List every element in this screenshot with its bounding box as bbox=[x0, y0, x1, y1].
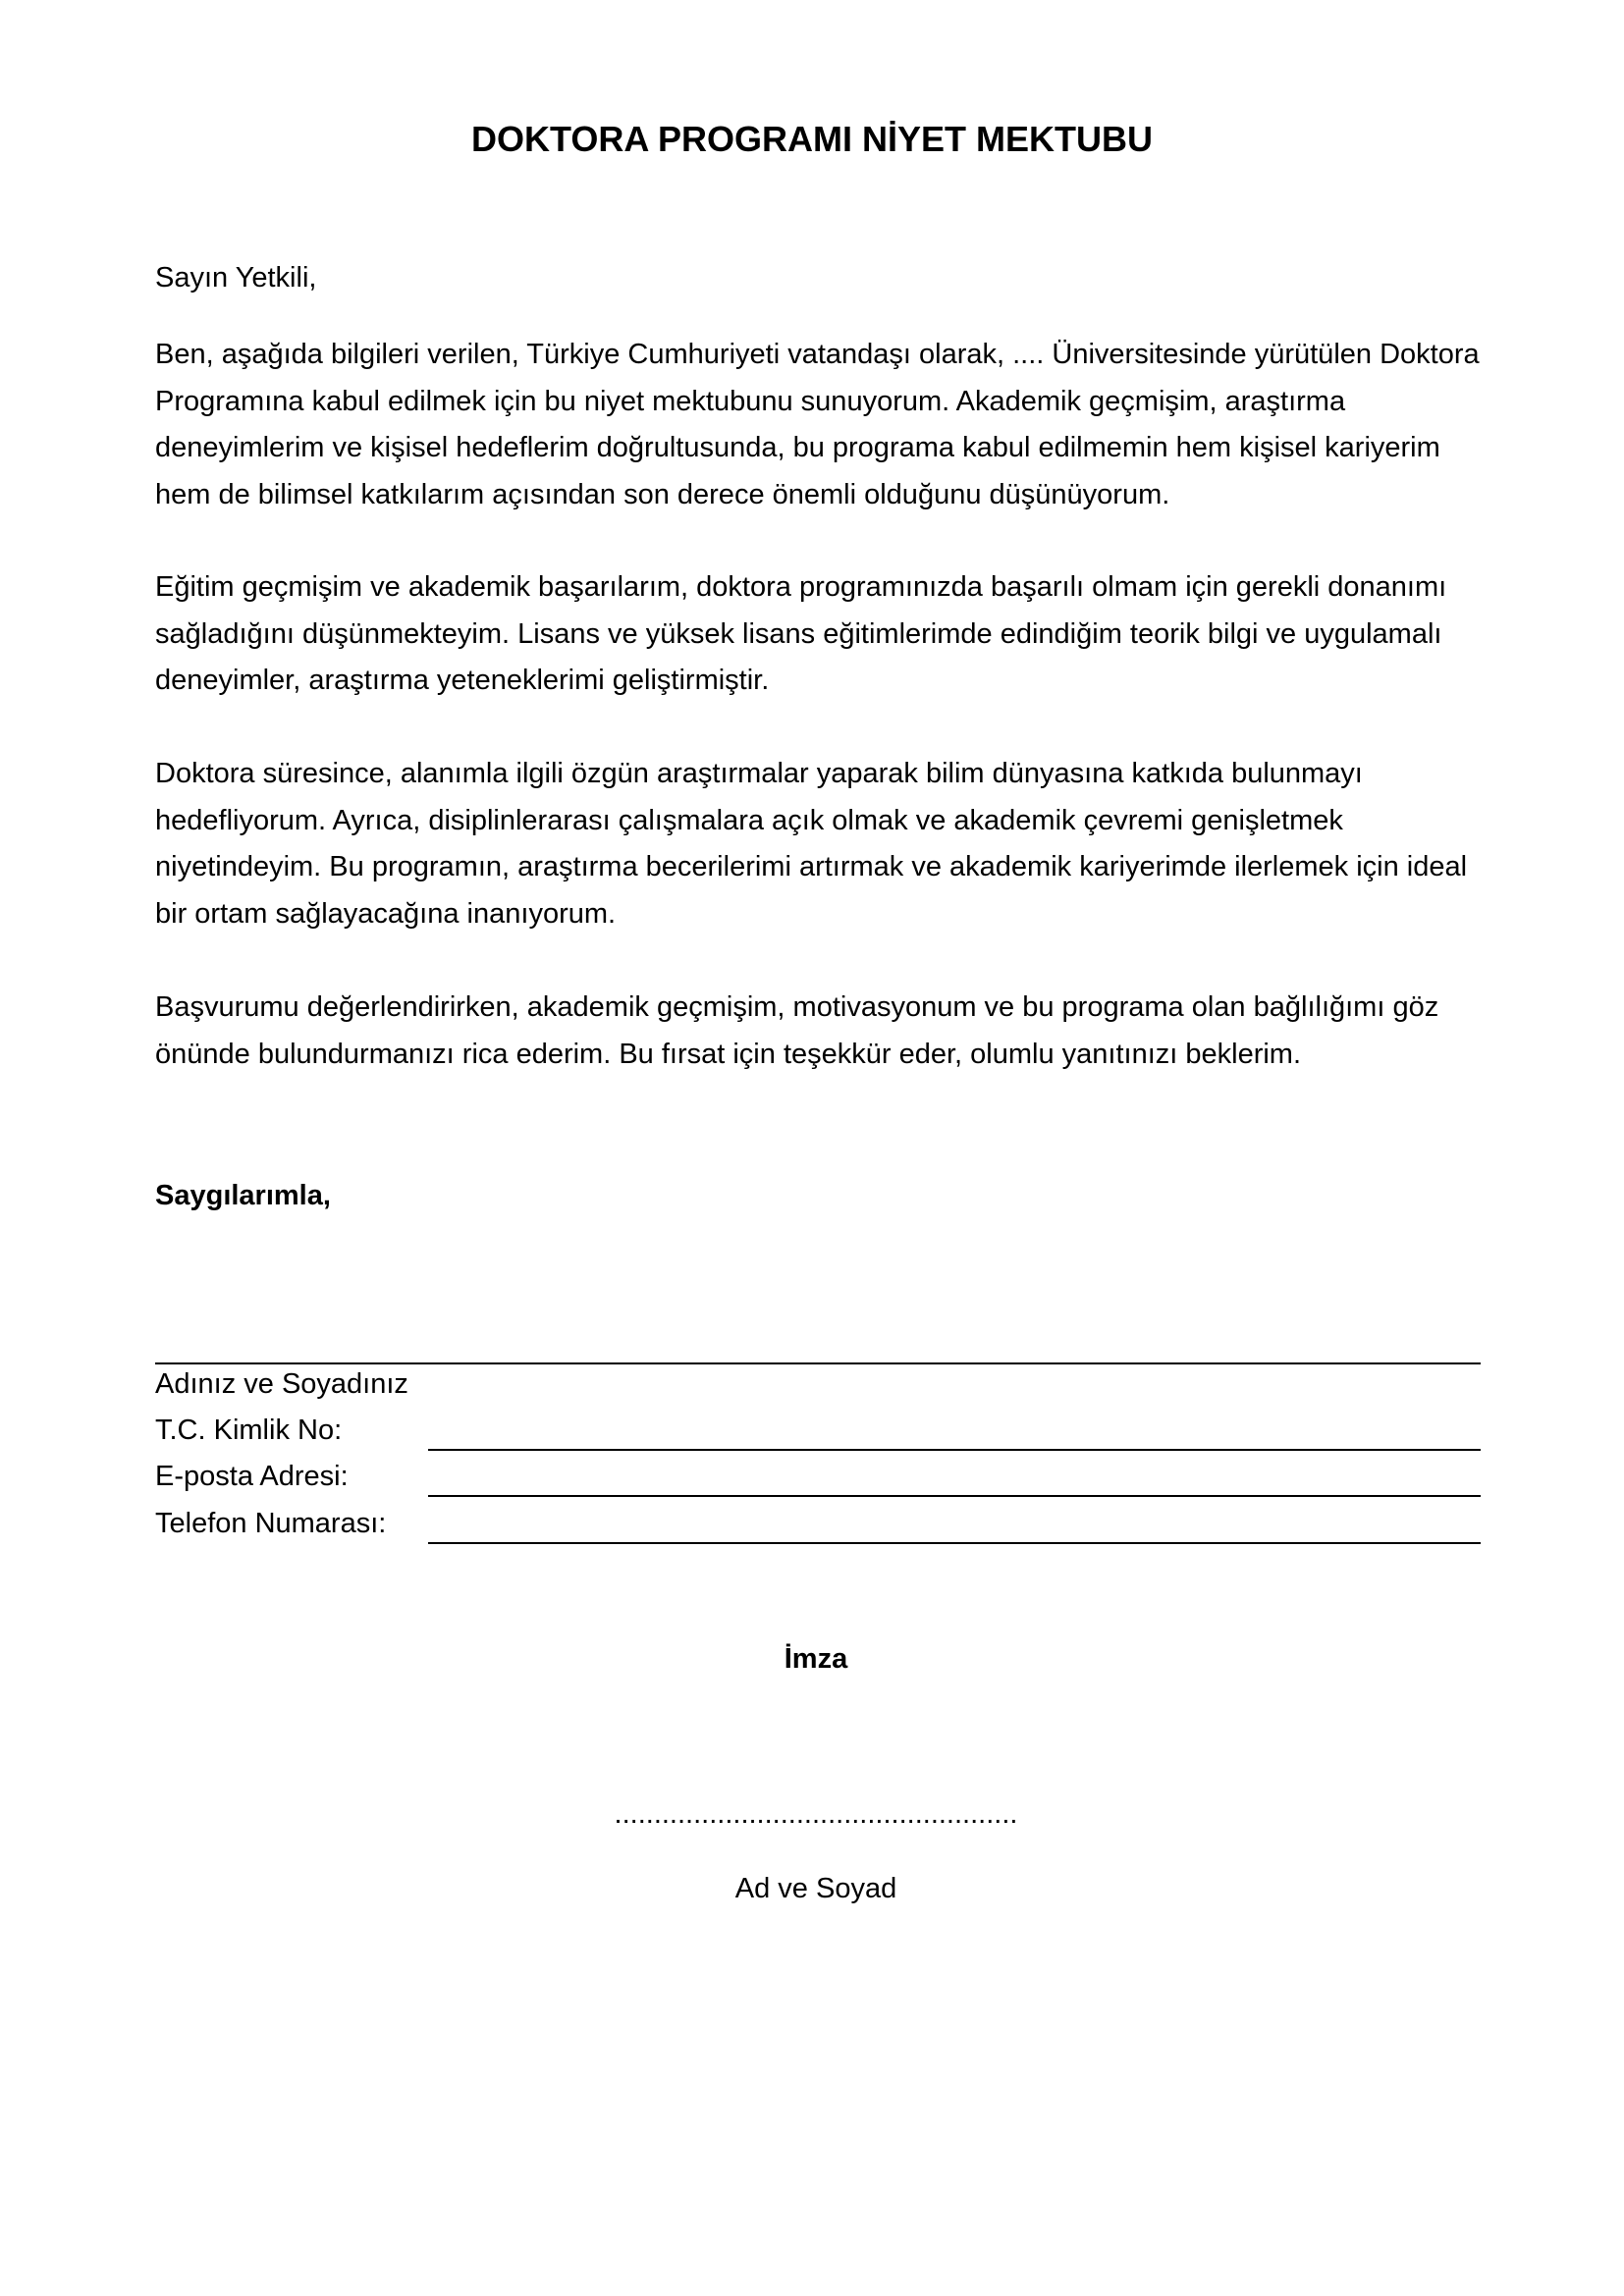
tc-id-line[interactable] bbox=[428, 1449, 1481, 1451]
tc-id-label: T.C. Kimlik No: bbox=[155, 1415, 343, 1446]
salutation: Sayın Yetkili, bbox=[155, 262, 317, 294]
paragraph-intro: Ben, aşağıda bilgileri verilen, Türkiye Cumhuriyeti vatandaşı olarak, .... Üniversitesinde yürütülen Doktora Programına kabul edilmek için bu niyet mektubunu sunuyorum. Akademik geçmişim, araştırma deneyimlerim ve kişisel hedeflerim doğrultusunda, bu programa kabul edilmemin hem kişisel kariyerim hem de bilimsel katkılarım açısından son derece önemli olduğunu düşünüyorum. bbox=[155, 339, 1480, 510]
closing: Saygılarımla, bbox=[155, 1180, 331, 1211]
paragraph-request: Başvurumu değerlendirirken, akademik geçmişim, motivasyonum ve bu programa olan bağlılığımı göz önünde bulundurmanızı rica ederim. Bu fırsat için teşekkür eder, olumlu yanıtınızı beklerim. bbox=[155, 991, 1439, 1070]
document-title: DOKTORA PROGRAMI NİYET MEKTUBU bbox=[470, 119, 1153, 159]
paragraph-education: Eğitim geçmişim ve akademik başarılarım, doktora programınızda başarılı olmam için gerekli donanımı sağladığını düşünmekteyim. Lisans ve yüksek lisans eğitimlerimde edindiğim teorik bilgi ve uygulamalı deneyimler, araştırma yeteneklerimi geliştirmiştir. bbox=[155, 571, 1447, 696]
paragraph-goals: Doktora süresince, alanımla ilgili özgün araştırmalar yaparak bilim dünyasına katkıda bulunmayı hedefliyorum. Ayrıca, disiplinlerarası çalışmalara açık olmak ve akademik çevremi genişletmek niyetindeyim. Bu programın, araştırma becerilerimi artırmak ve akademik kariyerimde ilerlemek için ideal bir ortam sağlayacağına inanıyorum. bbox=[155, 758, 1468, 930]
signature-title: İmza bbox=[784, 1643, 848, 1675]
signature-dotted-line[interactable]: ................................................... bbox=[614, 1798, 1018, 1830]
phone-label: Telefon Numarası: bbox=[155, 1508, 387, 1539]
signature-name-label: Ad ve Soyad bbox=[734, 1873, 897, 1904]
email-line[interactable] bbox=[428, 1495, 1481, 1497]
phone-line[interactable] bbox=[428, 1542, 1481, 1544]
email-label: E-posta Adresi: bbox=[155, 1461, 349, 1492]
name-label: Adınız ve Soyadınız bbox=[155, 1368, 408, 1400]
